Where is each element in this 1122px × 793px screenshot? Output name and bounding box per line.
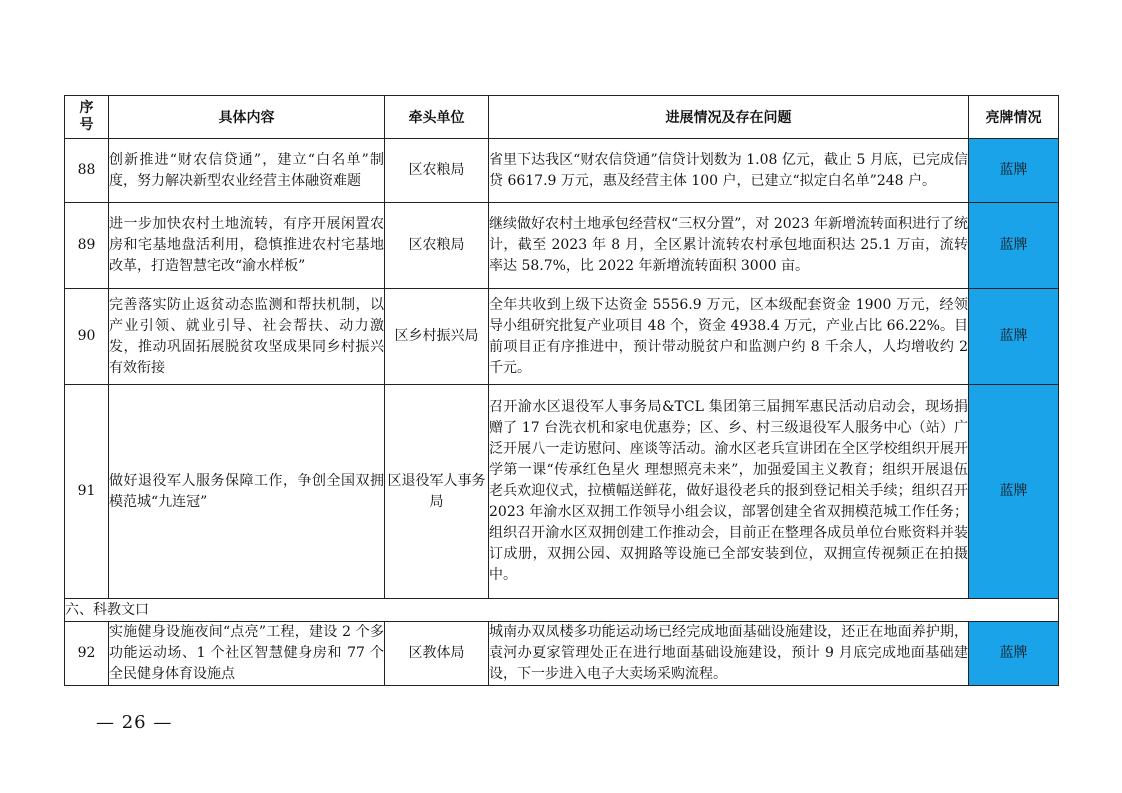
table-row [65, 622, 1059, 686]
header-content: 具体内容 [109, 96, 385, 139]
status-badge: 蓝牌 [969, 385, 1059, 599]
table-row [65, 203, 1059, 289]
row-unit: 区教体局 [385, 622, 489, 686]
row-content: 进一步加快农村土地流转，有序开展闲置农房和宅基地盘活利用，稳慎推进农村宅基地改革，打造智慧宅改“渝水样板” [109, 203, 385, 289]
status-badge: 蓝牌 [969, 289, 1059, 385]
row-content: 创新推进“财农信贷通”，建立“白名单”制度，努力解决新型农业经营主体融资难题 [109, 139, 385, 203]
row-progress: 全年共收到上级下达资金 5556.9 万元，区本级配套资金 1900 万元，经领导小组研究批复产业项目 48 个，资金 4938.4 万元，产业占比 66.22%。目前项目正有序推进中，预计带动脱贫户和监测户约 8 千余人，人均增收约 2 千元。 [489, 289, 969, 385]
table-header-row [65, 96, 1059, 139]
row-number: 88 [65, 139, 109, 203]
header-unit: 牵头单位 [385, 96, 489, 139]
section-row [65, 599, 1059, 622]
page-number: — 26 — [96, 712, 173, 733]
row-progress: 继续做好农村土地承包经营权“三权分置”，对 2023 年新增流转面积进行了统计，截至 2023 年 8 月，全区累计流转农村承包地面积达 25.1 万亩，流转率达 58.7%，比 2022 年新增流转面积 3000 亩。 [489, 203, 969, 289]
header-status: 亮牌情况 [969, 96, 1059, 139]
row-number: 92 [65, 622, 109, 686]
table-row [65, 385, 1059, 599]
status-badge: 蓝牌 [969, 203, 1059, 289]
row-progress: 省里下达我区“财农信贷通”信贷计划数为 1.08 亿元，截止 5 月底，已完成信贷 6617.9 万元，惠及经营主体 100 户，已建立“拟定白名单”248 户。 [489, 139, 969, 203]
row-number: 90 [65, 289, 109, 385]
status-badge: 蓝牌 [969, 622, 1059, 686]
row-content: 完善落实防止返贫动态监测和帮扶机制，以产业引领、就业引导、社会帮扶、动力激发，推动巩固拓展脱贫攻坚成果同乡村振兴有效衔接 [109, 289, 385, 385]
row-content: 实施健身设施夜间“点亮”工程，建设 2 个多功能运动场、1 个社区智慧健身房和 77 个全民健身体育设施点 [109, 622, 385, 686]
row-unit: 区乡村振兴局 [385, 289, 489, 385]
table-row [65, 139, 1059, 203]
row-progress: 召开渝水区退役军人事务局&TCL 集团第三届拥军惠民活动启动会，现场捐赠了 17 台洗衣机和家电优惠券；区、乡、村三级退役军人服务中心（站）广泛开展八一走访慰问、座谈等活动。渝水区老兵宣讲团在全区学校组织开展开学第一课“传承红色星火 理想照亮未来”，加强爱国主义教育；组织开展退伍老兵欢迎仪式，拉横幅送鲜花，做好退役老兵的报到登记相关手续；组织召开 2023 年渝水区双拥工作领导小组会议，部署创建全省双拥模范城工作任务；组织召开渝水区双拥创建工作推动会，目前正在整理各成员单位台账资料并装订成册，双拥公园、双拥路等设施已全部安装到位，双拥宣传视频正在拍摄中。 [489, 385, 969, 599]
row-unit: 区退役军人事务局 [385, 385, 489, 599]
row-unit: 区农粮局 [385, 203, 489, 289]
row-content: 做好退役军人服务保障工作，争创全国双拥模范城“九连冠” [109, 385, 385, 599]
table-row [65, 289, 1059, 385]
row-number: 91 [65, 385, 109, 599]
section-title: 六、科教文口 [65, 599, 1059, 622]
progress-table [64, 95, 1059, 686]
header-seq: 序 号 [65, 96, 109, 139]
row-unit: 区农粮局 [385, 139, 489, 203]
row-number: 89 [65, 203, 109, 289]
header-progress: 进展情况及存在问题 [489, 96, 969, 139]
row-progress: 城南办双凤楼多功能运动场已经完成地面基础设施建设，还正在地面养护期，袁河办夏家管理处正在进行地面基础设施建设，预计 9 月底完成地面基础建设，下一步进入电子大卖场采购流程。 [489, 622, 969, 686]
status-badge: 蓝牌 [969, 139, 1059, 203]
